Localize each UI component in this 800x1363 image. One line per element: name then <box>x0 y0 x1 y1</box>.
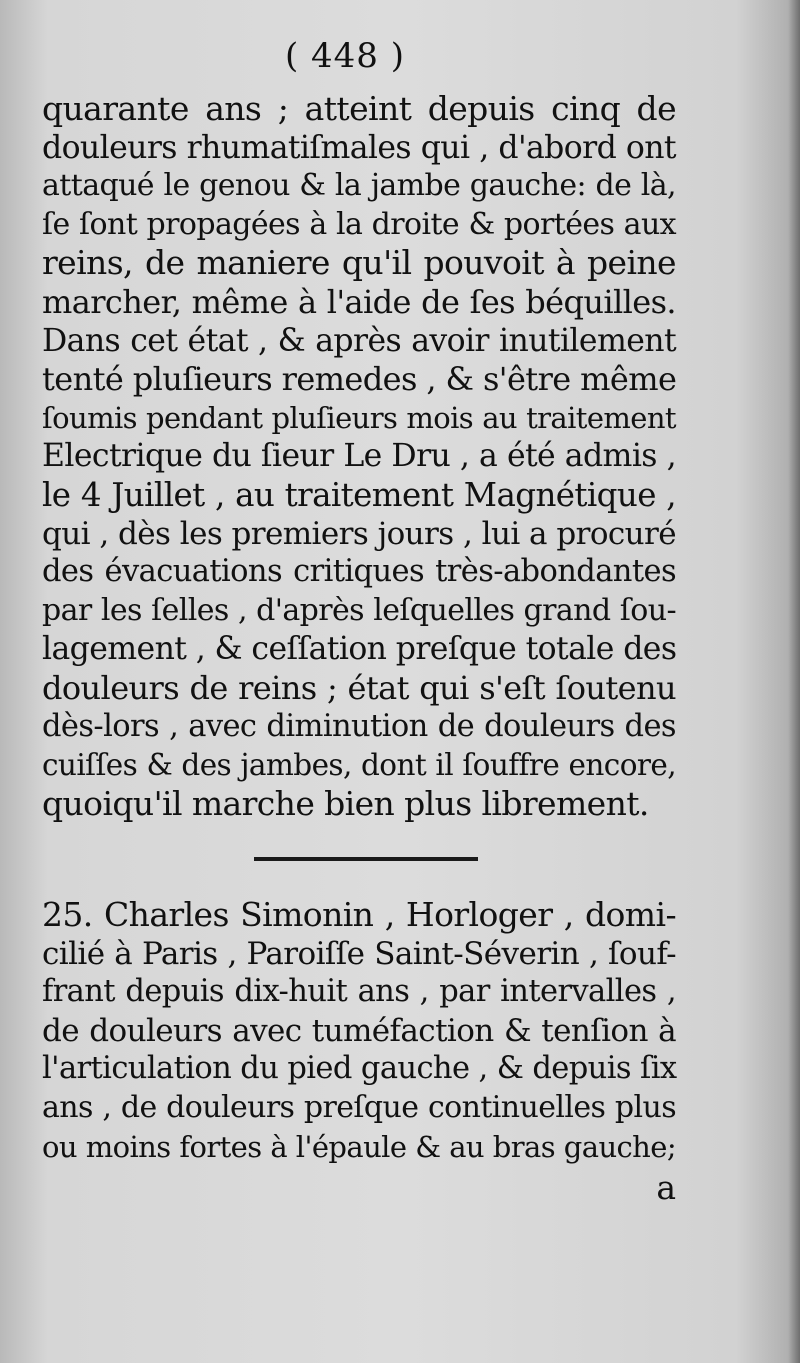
text-line: quoiqu'il marche bien plus librement. <box>42 783 649 823</box>
text-line: de douleurs avec tuméfaction & tenſion à <box>42 1012 676 1049</box>
text-line: attaqué le genou & la jambe gauche: de là, <box>42 168 676 204</box>
text-line: ſe ſont propagées à la droite & portées aux <box>42 206 676 242</box>
paragraph-case-24-continuation <box>42 90 676 823</box>
page-number: ( 448 ) <box>284 36 406 76</box>
text-line: ou moins fortes à l'épaule & au bras gauche; <box>42 1129 676 1164</box>
text-line: dès-lors , avec diminution de douleurs des <box>42 708 676 744</box>
text-line: lagement , & ceſſation preſque totale des <box>42 631 677 668</box>
text-line: reins, de maniere qu'il pouvoit à peine <box>42 243 676 283</box>
text-line: le 4 Juillet , au traitement Magnétique , <box>42 475 676 514</box>
text-line: douleurs de reins ; état qui s'eſt ſoutenu <box>42 668 676 707</box>
text-line: Electrique du ſieur Le Dru , a été admis , <box>42 438 676 475</box>
text-line: des évacuations critiques très-abondantes <box>42 554 676 590</box>
text-line: par les ſelles , d'après leſquelles grand ſou- <box>42 592 676 628</box>
text-line: frant depuis dix-huit ans , par intervalles , <box>42 974 676 1010</box>
section-divider <box>254 857 478 861</box>
text-line: 25. Charles Simonin , Horloger , domi- <box>42 895 676 934</box>
text-line: Dans cet état , & après avoir inutilement <box>42 322 676 359</box>
paragraph-case-25 <box>42 896 676 1166</box>
text-line: tenté pluſieurs remedes , & s'être même <box>42 360 677 399</box>
text-line: ans , de douleurs preſque continuelles plus <box>42 1089 676 1125</box>
catchword: a <box>656 1168 676 1207</box>
text-line: qui , dès les premiers jours , lui a procuré <box>42 515 676 552</box>
text-line: ſoumis pendant pluſieurs mois au traitement <box>42 400 676 435</box>
text-line: marcher, même à l'aide de ſes béquilles. <box>42 282 676 321</box>
text-line: cilié à Paris , Paroiſſe Saint-Séverin , ſouf- <box>42 935 676 972</box>
text-line: l'articulation du pied gauche , & depuis ſix <box>42 1051 677 1087</box>
text-line: quarante ans ; atteint depuis cinq de <box>42 89 676 128</box>
text-line: douleurs rhumatiſmales qui , d'abord ont <box>42 129 676 166</box>
text-line: cuiſſes & des jambes, dont il ſouffre encore, <box>42 748 676 783</box>
